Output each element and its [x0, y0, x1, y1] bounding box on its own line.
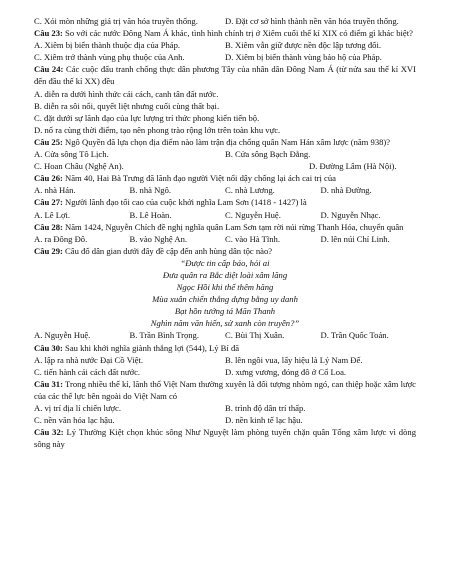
question-text: So với các nước Đông Nam Á khác, tình hình chính trị ở Xiêm cuối thế kỉ XIX có điểm gì khác biệt? [62, 28, 413, 39]
answer-row [34, 366, 416, 378]
question-number: Câu 32: [34, 427, 64, 438]
answer-row [34, 39, 416, 51]
question-text: Năm 40, Hai Bà Trưng đã lãnh đạo người Việt nổi dậy chống lại ách cai trị của [62, 173, 336, 184]
question-stem [34, 63, 416, 87]
answer-row [34, 414, 416, 426]
answer-row [34, 184, 416, 196]
question-number: Câu 26: [34, 173, 63, 184]
answer-option: C. tiến hành cải cách đất nước. [34, 366, 141, 377]
answer-option: A. Lê Lợi. [34, 209, 71, 220]
question-number: Câu 25: [34, 136, 63, 147]
answer-option: B. lên ngôi vua, lấy hiệu là Lý Nam Đế. [225, 354, 363, 365]
answer-option: D. nổ ra cùng thời điểm, tạo nên phong trào rộng lớn trên toàn khu vực. [34, 124, 281, 135]
answer-option: D. Đặt cơ sở hình thành nền văn hóa truyền thống. [225, 16, 399, 26]
answer-option: D. nhà Đường. [320, 185, 372, 196]
question-text: Năm 1424, Nguyễn Chích đề nghị nghĩa quân Lam Sơn tạm rời núi rừng Thanh Hóa, chuyển quân [62, 221, 404, 232]
answer-option: D. Xiêm bị biến thành vùng bảo hộ của Pháp. [225, 52, 382, 63]
answer-option: B. Trần Bình Trọng. [129, 330, 199, 341]
question-number: Câu 31: [34, 378, 63, 389]
answer-option: B. Lê Hoàn. [129, 209, 172, 220]
answer-option: C. Xói mòn những giá trị văn hóa truyền thống. [34, 16, 198, 26]
question-stem [34, 426, 416, 450]
question-number: Câu 24: [34, 64, 64, 75]
answer-row [34, 15, 416, 27]
question-text: Người lãnh đạo tối cao của cuộc khởi nghĩa Lam Sơn (1418 - 1427) là [62, 197, 307, 208]
poem-line: “Được tin cấp báo, hỏi ai [180, 257, 270, 268]
answer-row [34, 354, 416, 366]
answer-option: A. ra Đông Đô. [34, 233, 88, 244]
answer-row [34, 160, 416, 172]
answer-option: C. Hoan Châu (Nghệ An). [34, 161, 124, 172]
answer-option: D. lên núi Chí Linh. [320, 233, 390, 244]
answer-option: D. xưng vương, đóng đô ở Cổ Loa. [225, 366, 347, 377]
question-text: Các cuộc đấu tranh chống thực dân phương Tây của nhân dân Đông Nam Á (từ nửa sau thế kỉ XVI đến đầu thế kỉ XX) đều [34, 64, 417, 87]
answer-row [34, 51, 416, 63]
answer-option: A. diễn ra dưới hình thức cải cách, canh tân đất nước. [34, 88, 219, 99]
answer-option: B. diễn ra sôi nổi, quyết liệt nhưng cuối cùng thất bại. [34, 100, 220, 111]
answer-row [34, 402, 416, 414]
answer-row [34, 209, 416, 221]
answer-option: D. nền kinh tế lạc hậu. [225, 415, 303, 426]
poem-line: Đưa quân ra Bắc diệt loài xâm lăng [162, 269, 288, 280]
answer-option: C. Bùi Thị Xuân. [225, 330, 285, 341]
answer-option: D. Nguyễn Nhạc. [320, 209, 381, 220]
answer-option: B. nhà Ngô. [129, 185, 172, 196]
answer-option: A. Nguyễn Huệ. [34, 330, 91, 341]
answer-row [34, 329, 416, 341]
question-text: Lý Thường Kiệt chọn khúc sông Như Nguyệt làm phòng tuyến chặn quân Tống xâm lược vì dòng sông này [34, 427, 416, 450]
poem-line: Mùa xuân chiến thắng dựng bằng uy danh [152, 294, 298, 305]
answer-option: A. Cửa sông Tô Lịch. [34, 149, 109, 160]
answer-option: C. nhà Lương. [225, 185, 275, 196]
answer-option: C. Xiêm trở thành vùng phụ thuộc của Anh. [34, 52, 185, 63]
question-stem [34, 342, 416, 354]
question-stem [34, 196, 416, 208]
answer-option: C. đặt dưới sự lãnh đạo của lực lượng trí thức phong kiến tiến bộ. [34, 112, 260, 123]
question-stem [34, 378, 416, 402]
answer-row [34, 148, 416, 160]
answer-option: A. nhà Hán. [34, 185, 76, 196]
question-stem [34, 136, 416, 148]
question-stem [34, 245, 416, 257]
question-text: Câu đố dân gian dưới đây đề cập đến anh hùng dân tộc nào? [62, 245, 273, 256]
poem-line: Nghìn năm văn hiến, sử xanh còn truyền?” [150, 318, 300, 329]
answer-option: C. Nguyễn Huệ. [225, 209, 281, 220]
answer-option: B. vào Nghệ An. [129, 233, 188, 244]
answer-option: B. Cửa sông Bạch Đằng. [225, 149, 311, 160]
answer-row [34, 233, 416, 245]
answer-option: C. nền văn hóa lạc hậu. [34, 415, 115, 426]
answer-option: B. Xiêm vẫn giữ được nền độc lập tương đối. [225, 40, 382, 51]
question-stem [34, 221, 416, 233]
question-stem [34, 27, 416, 39]
question-text: Ngô Quyền đã lựa chọn địa điểm nào làm trận địa chống quân Nam Hán xâm lược (năm 938)? [62, 136, 391, 147]
answer-option: C. vào Hà Tĩnh. [225, 233, 280, 244]
answer-option: D. Đường Lâm (Hà Nội). [309, 161, 397, 172]
answer-option: D. Trần Quốc Toản. [320, 330, 389, 341]
question-number: Câu 28: [34, 221, 63, 232]
poem-line: Bạt hồn tướng tá Mãn Thanh [174, 306, 276, 317]
poem-line: Ngọc Hồi khi thế thêm hăng [176, 282, 274, 293]
question-text: Sau khi khởi nghĩa giành thắng lợi (544), Lý Bí đã [62, 342, 240, 353]
answer-option: A. lập ra nhà nước Đại Cồ Việt. [34, 354, 143, 365]
question-number: Câu 29: [34, 245, 63, 256]
question-number: Câu 23: [34, 28, 63, 39]
question-number: Câu 30: [34, 342, 63, 353]
question-number: Câu 27: [34, 197, 63, 208]
answer-option: A. vị trí địa lí chiến lược. [34, 403, 122, 413]
answer-option: B. trình độ dân trí thấp. [225, 403, 306, 413]
answer-option: A. Xiêm bị biến thành thuộc địa của Pháp. [34, 40, 181, 51]
question-text: Trong nhiều thế kỉ, lãnh thổ Việt Nam thường xuyên là đối tượng nhòm ngó, can thiệp hoặc xâm lược của các thế lực bên ngoài do Việt Nam có [34, 378, 416, 401]
question-stem [34, 172, 416, 184]
